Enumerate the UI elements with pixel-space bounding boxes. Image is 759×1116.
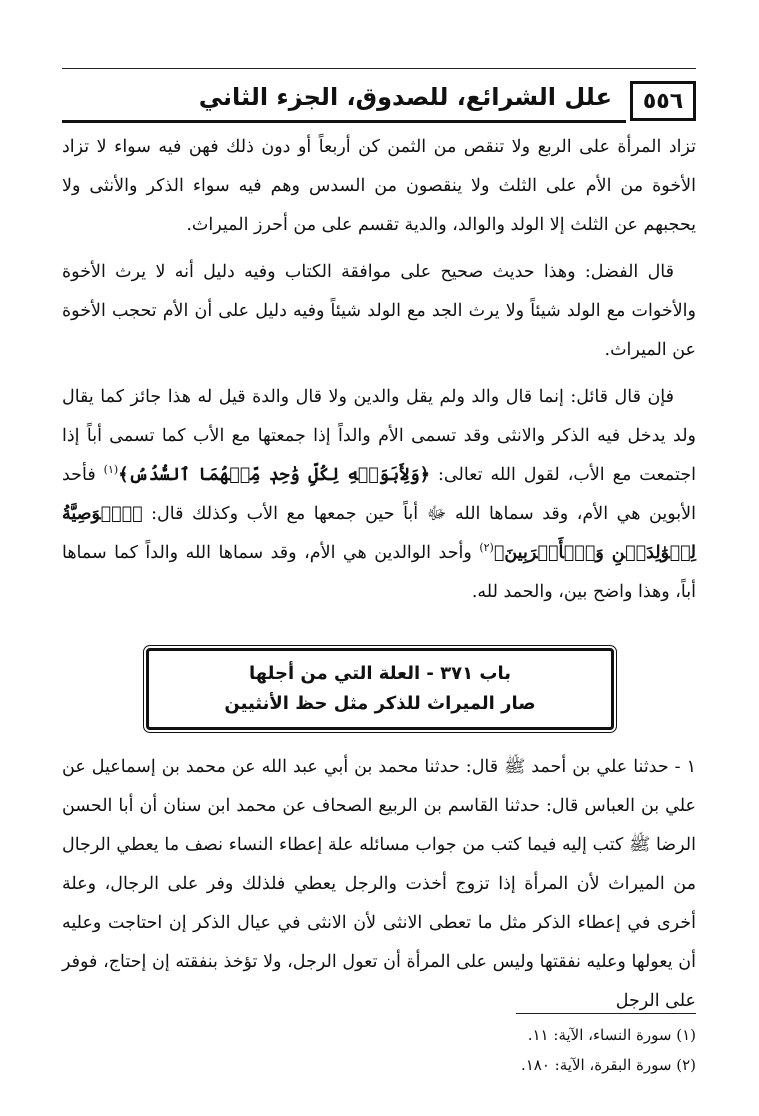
chapter-heading-line-2: صار الميراث للذكر مثل حظ الأنثيين — [224, 693, 536, 714]
footnote-2: (٢) سورة البقرة، الآية: ١٨٠. — [520, 1056, 696, 1074]
paragraph-3-part-a: فإن قال قائل: إنما قال والد ولم يقل والدين ولا قال والدة قيل له هذا جائز كما يقال ولد يدخل فيه الذكر والانثى وقد تسمى الأم والداً إذا جمعتها مع الأب كما تسمى أباً إذا اجتمعت مع الأب، لقول الله تعالى: — [62, 387, 696, 485]
paragraph-1: تزاد المرأة على الربع ولا تنقص من الثمن كن أربعاً أو دون ذلك فهن فيه سواء لا تزاد الأخوة من الأم على الثلث ولا ينقصون من السدس وهم فيه سواء الذكر والأنثى ولا يحجبهم عن الثلث إلا الولد والوالد، والدية تقسم على من أحرز الميراث. — [62, 137, 696, 235]
paragraph-3-part-b: فأحد الأبوين هي الأم، وقد سماها الله ﷻ أباً حين جمعها مع الأب وكذلك قال: — [62, 465, 696, 524]
chapter-heading-box — [146, 648, 614, 730]
page-header — [62, 68, 696, 125]
footnote-1: (١) سورة النساء، الآية: ١١. — [527, 1026, 696, 1044]
chapter-heading-line-1: باب ٣٧١ - العلة التي من أجلها — [249, 663, 511, 684]
paragraph-2: قال الفضل: وهذا حديث صحيح على موافقة الكتاب وفيه دليل أنه لا يرث الأخوة والأخوات مع الولد شيئاً ولا يرث الجد مع الولد شيئاً وفيه دليل على أن الأم تحجب الأخوة عن الميراث. — [62, 262, 696, 360]
paragraph-3-part-c: وأحد الوالدين هي الأم، وقد سماها الله والداً كما سماها أباً، وهذا واضح بين، والحمد لله. — [62, 543, 696, 602]
quran-verse-1: ﴿وَلِأَبَوَيۡهِ لِكُلِّ وَٰحِدٖ مِّنۡهُمَا ٱلسُّدُسُ﴾ — [118, 465, 431, 485]
running-title: علل الشرائع، للصدوق، الجزء الثاني — [198, 83, 612, 111]
main-text — [62, 128, 696, 620]
footnote-ref-2[interactable]: (٢) — [479, 541, 494, 555]
hadith-text — [62, 748, 696, 1021]
page-number: ٥٥٦ — [630, 81, 696, 121]
footnotes — [296, 1020, 696, 1080]
footnote-separator — [516, 1013, 696, 1014]
hadith-paragraph: ١ - حدثنا علي بن أحمد ﷺ قال: حدثنا محمد بن أبي عبد الله عن محمد بن إسماعيل عن علي بن العباس قال: حدثنا القاسم بن الربيع الصحاف عن محمد ابن سنان أن أبا الحسن الرضا ﷺ كتب إليه فيما كتب من جواب مسائله علة إعطاء النساء نصف ما يعطي الرجال من الميراث لأن المرأة إذا تزوج أخذت والرجل يعطي فلذلك وفر على الرجال، وعلة أخرى في إعطاء الذكر مثل ما تعطى الانثى لأن الانثى في عيال الذكر إن احتاجت وعليه أن يعولها وعليه نفقتها وليس على المرأة أن تعول الرجل، ولا تؤخذ بنفقته إن إحتاج، فوفر على الرجل — [62, 757, 696, 1011]
paragraph-3 — [62, 378, 696, 612]
quran-verse-2: ﴿ٱلۡوَصِيَّةُ لِلۡوَٰلِدَيۡنِ وَٱلۡأَقۡرَبِينَ﴾ — [62, 504, 697, 563]
header-rule — [62, 120, 626, 123]
footnote-ref-1[interactable]: (١) — [103, 463, 119, 477]
